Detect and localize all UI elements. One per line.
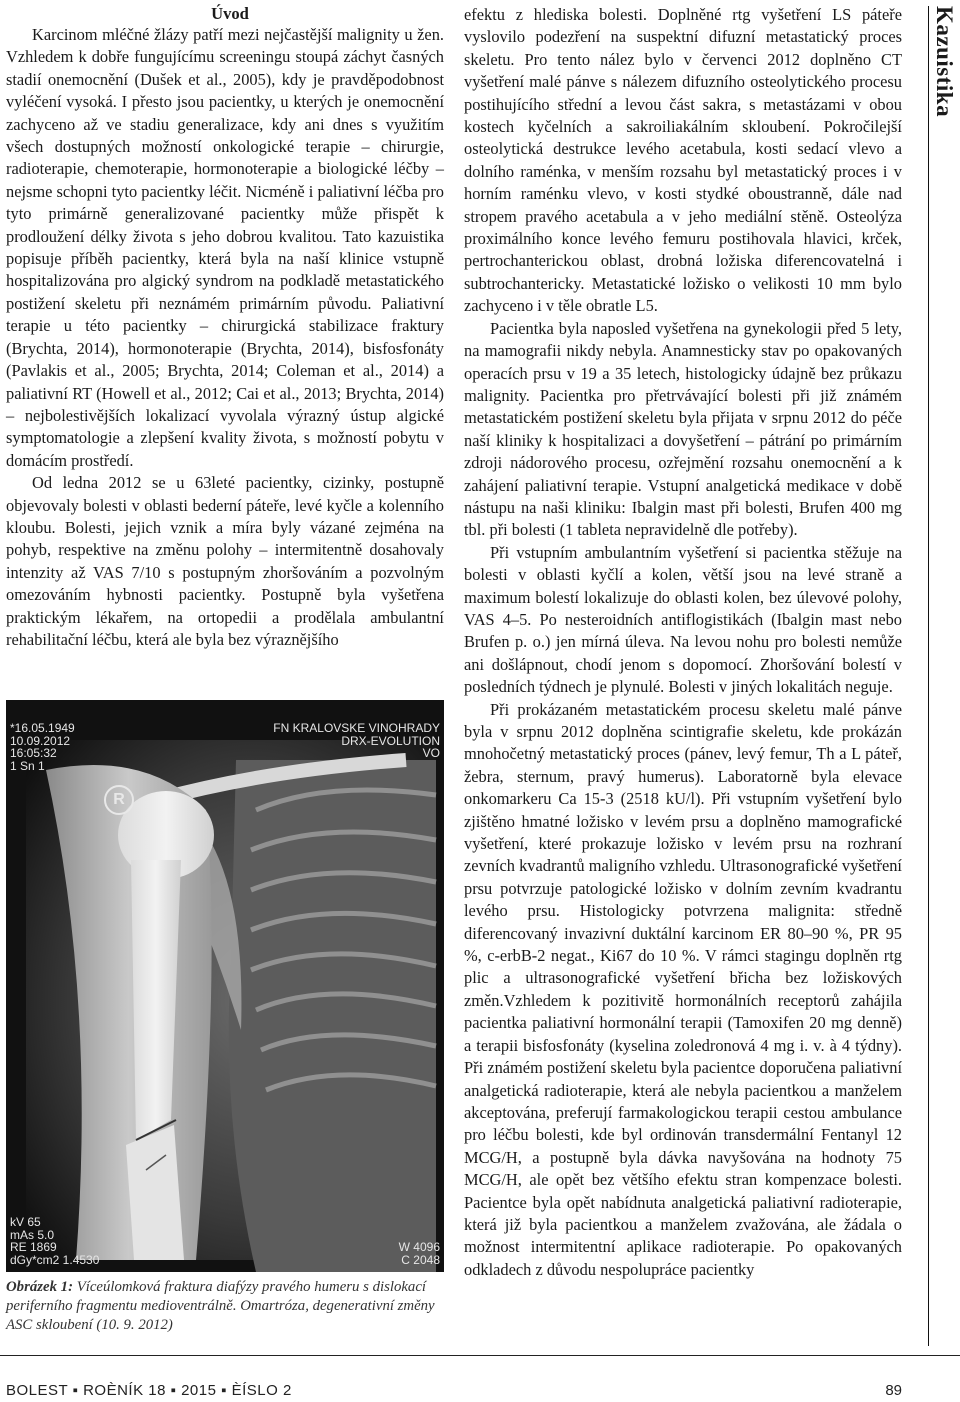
side-marker-r: R [104,785,134,815]
xray-image [6,700,444,1272]
body-paragraph: Při vstupním ambulantním vyšetření si pacientka stěžuje na bolesti v oblasti kyčlí a kolen, větší jsou na levé straně a maximum bolestí lokalizuje do oblasti kolen, bez úlevové polohy, VAS 4–5. Po nesteroidních antiflogistikách (Ibalgin mast nebo Brufen p. o.) jen mírná úleva. Na levou nohu pro bolesti nemůže ani došlápnout, chodí jenom s dopomocí. Zhoršování bolestí v posledních týdnech je plynulé. Bolesti v jiných lokalitách neguje. [464,542,902,697]
section-label-text: Kazuistika [932,6,957,118]
section-side-label [928,6,958,1346]
xray-window-info: W 4096 C 2048 [398,1240,440,1267]
left-column [6,4,444,651]
page-number: 89 [885,1382,902,1399]
body-paragraph: Pacientka byla naposled vyšetřena na gynekologii před 5 lety, na mamografii nikdy nebyla. Anamnesticky stav po opakovaných operacích prsu v 19 a 35 letech, histologicky údajně bez průkazu malignity. Pacientka pro přetrvávající bolesti při již známém metastatickém postižení skeletu byla přijata v srpnu 2012 do péče naší kliniky k hospitalizaci a dovyšetření – pátrání po primárním zdroji nádorového procesu, ozřejmění rozsahu onemocnění a k zahájení paliativní terapie. Vstupní analgetická medikace v době nástupu na naši kliniku: Ibalgin mast při bolesti, Brufen 400 mg tbl. při bolesti (1 tableta nepravidelně dle potřeby). [464,318,902,540]
xray-patient-info: *16.05.1949 10.09.2012 16:05:32 1 Sn 1 [10,721,75,773]
journal-info: BOLEST ▪ ROÈNÍK 18 ▪ 2015 ▪ ÈÍSLO 2 [6,1382,292,1399]
body-paragraph: Při prokázaném metastatickém procesu skeletu malé pánve byla v srpnu 2012 doplněna scintigrafie skeletu, kde prokázán mnohočetný metastatický proces (pánev, levý femur, Th a L páteř, žebra, sternum, pravý humerus). Laboratorně byla elevace onkomarkeru Ca 15-3 (2518 kU/l). Při vstupním vyšetření bylo zjištěno hmatné ložisko v levém prsu a doplněno mamografické vyšetření, které prokazuje ložisko v levém prsu na rozhraní zevních kvadrantů maligního vzhledu. Ultrasonografické vyšetření prsu potvrzuje patologické ložisko v dolním zevním kvadrantu levého prsu. Histologicky potvrzena malignita: středně diferencovaný invazivní duktální karcinom ER 80–90 %, PR 95 %, c-erbB-2 negat., Ki67 do 10 %. V rámci stagingu doplněn rtg plic a ultrasonografické vyšetření břicha bez ložiskových změn.Vzhledem k pozitivitě hormonálních receptorů zahájila pacientka paliativní hormonální terapii (Tamoxifen 20 mg denně) a terapii bisfosfonáty (kyselina zoledronová 4 mg i. v. à 4 týdny). Při známém postižení skeletu byla pacientce doporučena paliativní analgetická radioterapie, která ale nebyla pacientkou a manželem akceptována, preferují farmakologickou terapii cestou ambulance pro léčbu bolesti, kde byl ordinován transdermální Fentanyl 12 MCG/H, a postupně byla dávka navyšována na hodnoty 75 MCG/H, ale opět bez většího efektu stran kompenzace bolesti. Pacientce byla opět nabídnuta analgetická paliativní radioterapie, která již byla pacientkou a manželem zvažována, ale žádala o možnost intermitentní aplikace radioterapie. Po opakovaných odkladech z důvodu nespolupráce pacientky [464,699,902,1279]
footer-divider [0,1355,960,1356]
figure-caption [6,1278,444,1336]
xray-exposure-info: kV 65 mAs 5.0 RE 1869 dGy*cm2 1.4530 [10,1215,100,1267]
body-paragraph: Karcinom mléčné žlázy patří mezi nejčastější malignity u žen. Vzhledem k dobře fungujícímu screeningu stoupá záchyt časných stadií onemocnění (Dušek et al., 2005), kdy je pravděpodobnost vyléčení vysoká. I přesto jsou pacientky, u kterých je onemocnění zachyceno až ve stadiu generalizace, kdy ani dnes s využitím všech dostupných možností onkologické terapie – chirurgie, radioterapie, chemoterapie, hormonoterapie a biologické léčby – nejsme schopni tyto pacientky léčit. Nicméně i paliativní léčba pro tyto primárně generalizované pacientky může přispět k prodloužení délky života s jeho dobrou kvalitou. Tato kazuistika popisuje příběh pacientky, která byla na naší klinice vstupně hospitalizována pro algický syndrom na podkladě metastatického postižení skeletu při neznámém primárním původu. Paliativní terapie u této pacientky – chirurgická stabilizace fraktury (Brychta, 2014), hormonoterapie (Brychta, 2014), bisfosfonáty (Pavlakis et al., 2005; Brychta, 2014; Coleman et al., 2014) a paliativní RT (Howell et al., 2012; Cai et al., 2013; Brychta, 2014) – nejbolestivějších lokalizací vyvolala výrazný ústup algické symptomatologie a zlepšení kvality života, s možností pobytu v domácím prostředí. [6,25,444,470]
caption-label: Obrázek 1: [6,1279,73,1295]
section-heading: Úvod [211,4,249,23]
xray-figure [6,700,444,1272]
body-paragraph: Od ledna 2012 se u 63leté pacientky, cizinky, postupně objevovaly bolesti v oblasti bederní páteře, levé kyčle a kolenního kloubu. Bolesti, jejich vznik a míra byly vázané zejména na pohyb, respektive na změnu polohy – intermitentně dosahovaly intenzity až VAS 7/10 s postupným zhoršováním a pozvolným omezováním hybnosti pacientky. Postupně byla vyšetřena praktickým lékařem, na ortopedii a prodělala ambulantní rehabilitační léčbu, která ale byla bez výraznějšího [6,473,444,649]
body-paragraph: efektu z hlediska bolesti. Doplněné rtg vyšetření LS páteře vyslovilo podezření na suspektní difuzní metastatický proces skeletu. Pro tento nález bylo v červenci 2012 doplněno CT vyšetření malé pánve s nálezem difuzního osteolytického procesu postihujícího střední a levou část sakra, s metastázami v obou kostech kyčelních a sakroiliakálním skloubení. Pokročilejší osteolytická destrukce levého acetabula, kosti sedací vlevo a dolního raménka, v menším rozsahu byl metastatický proces i v horním raménku vlevo, v kosti stydké oboustranně, dále nad stropem pravého acetabula a v jeho mediální stěně. Osteolýza proximálního konce levého femuru postihovala hlavici, krček, pertrochanterickou oblast, drobná ložiska diferencovatelná i subtrochantericky. Metastatické ložisko o velikosti 10 mm bylo zachyceno i v těle obratle L5. [464,5,902,316]
xray-institution-info: FN KRALOVSKE VINOHRADY DRX-EVOLUTION VO [273,721,440,760]
right-column [464,4,902,1281]
caption-text: Víceúlomková fraktura diafýzy pravého humeru s dislokací periferního fragmentu medioventrálně. Omartróza, degenerativní změny ASC skloubení (10. 9. 2012) [6,1279,435,1334]
